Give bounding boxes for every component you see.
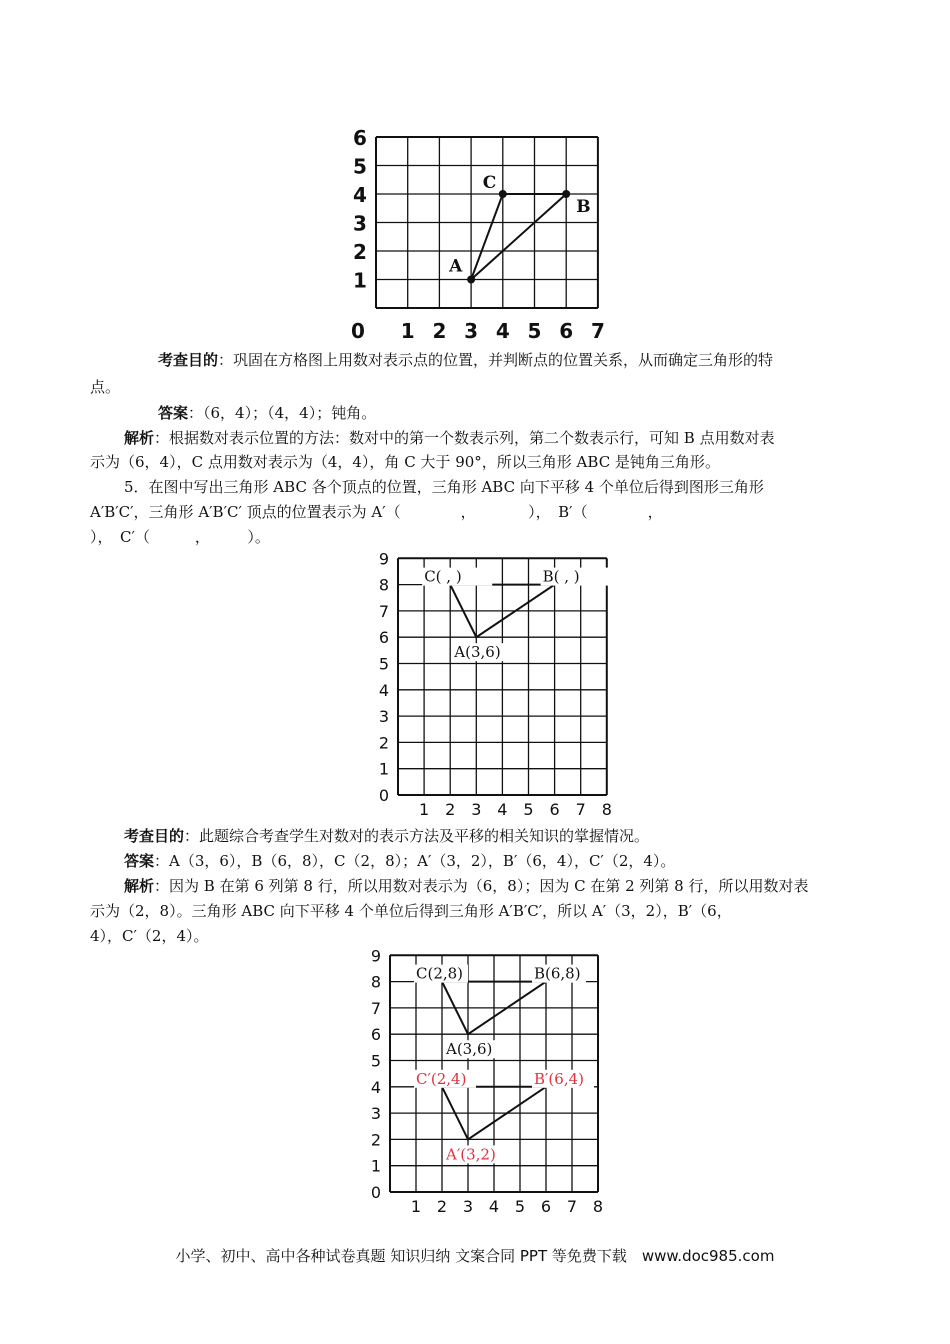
x-tick-label: 8 bbox=[601, 800, 612, 819]
x-tick-label: 3 bbox=[462, 1197, 474, 1216]
y-tick-label: 1 bbox=[378, 759, 390, 779]
x-tick-label: 7 bbox=[590, 319, 605, 343]
x-tick-label: 4 bbox=[488, 1197, 500, 1216]
vertex-label: C(2,8) bbox=[416, 964, 464, 983]
y-tick-label: 8 bbox=[378, 575, 390, 595]
answer-2: 答案：A（3，6），B（6，8），C（2，8）；A′（3，2），B′（6，4），C′（2，4）。 bbox=[124, 852, 676, 870]
vertex-label: A bbox=[449, 256, 463, 277]
x-tick-label: 8 bbox=[592, 1197, 604, 1216]
y-tick-label: 9 bbox=[370, 946, 382, 966]
y-tick-label: 1 bbox=[353, 268, 367, 293]
explanation-1-cont: 示为（6，4），C 点用数对表示为（4，4），角 C 大于 90°，所以三角形 ABC 是钝角三角形。 bbox=[90, 453, 720, 471]
y-tick-label: 2 bbox=[378, 733, 390, 753]
x-tick-label: 5 bbox=[523, 800, 534, 819]
vertex-label: C( , ) bbox=[424, 567, 462, 586]
y-tick-label: 7 bbox=[378, 601, 390, 621]
y-tick-label: 7 bbox=[370, 998, 382, 1018]
x-tick-label: 1 bbox=[400, 319, 415, 343]
y-tick-label: 1 bbox=[370, 1156, 382, 1176]
purpose-2: 考查目的：此题综合考查学生对数对的表示方法及平移的相关知识的掌握情况。 bbox=[124, 827, 650, 845]
y-tick-label: 4 bbox=[353, 183, 367, 207]
footer: 小学、初中、高中各种试卷真题 知识归纳 文案合同 PPT 等免费下载 www.doc985.com bbox=[175, 1247, 775, 1265]
vertex-label: A(3,6) bbox=[446, 1040, 493, 1059]
question-5: 5．在图中写出三角形 ABC 各个顶点的位置，三角形 ABC 向下平移 4 个单位后得到图形三角形 bbox=[124, 478, 764, 496]
x-tick-label: 7 bbox=[575, 800, 586, 819]
x-tick-label: 6 bbox=[540, 1197, 552, 1216]
x-tick-label: 3 bbox=[471, 800, 482, 819]
y-tick-label: 0 bbox=[378, 786, 390, 805]
x-tick-label: 4 bbox=[495, 319, 510, 343]
vertex-label: B bbox=[576, 197, 591, 217]
question-5-cont2: ）， C′（ ， ）。 bbox=[90, 528, 270, 546]
vertex-label: B′(6,4) bbox=[534, 1069, 584, 1088]
x-tick-label: 0 bbox=[351, 319, 365, 343]
y-tick-label: 5 bbox=[353, 154, 367, 179]
y-tick-label: 9 bbox=[378, 549, 390, 569]
vertex-label: B(6,8) bbox=[534, 964, 581, 983]
y-tick-label: 3 bbox=[370, 1104, 382, 1124]
y-tick-label: 4 bbox=[370, 1077, 382, 1097]
vertex-label: C bbox=[482, 173, 497, 193]
x-tick-label: 3 bbox=[464, 319, 479, 343]
y-tick-label: 4 bbox=[378, 680, 390, 700]
y-tick-label: 6 bbox=[378, 628, 390, 648]
vertex-label: C′(2,4) bbox=[416, 1069, 467, 1088]
y-tick-label: 5 bbox=[370, 1051, 382, 1071]
x-tick-label: 5 bbox=[527, 319, 542, 343]
x-tick-label: 5 bbox=[514, 1197, 526, 1216]
x-tick-label: 1 bbox=[419, 800, 430, 819]
y-tick-label: 2 bbox=[370, 1130, 382, 1150]
y-tick-label: 3 bbox=[378, 707, 390, 727]
y-tick-label: 6 bbox=[370, 1025, 382, 1045]
explanation-2-cont: 示为（2，8）。三角形 ABC 向下平移 4 个单位后得到三角形 A′B′C′，所以 A′（3，2），B′（6， bbox=[90, 902, 732, 920]
y-tick-label: 5 bbox=[378, 654, 390, 674]
x-tick-label: 2 bbox=[432, 319, 447, 343]
vertex-label: B( , ) bbox=[542, 567, 580, 586]
y-tick-label: 2 bbox=[353, 240, 367, 264]
y-tick-label: 6 bbox=[353, 126, 367, 150]
vertex-label: A(3,6) bbox=[454, 643, 501, 662]
explanation-1: 解析：根据数对表示位置的方法：数对中的第一个数表示列，第二个数表示行，可知 B 点用数对表 bbox=[124, 429, 775, 447]
x-tick-label: 4 bbox=[497, 800, 508, 819]
y-tick-label: 0 bbox=[370, 1183, 382, 1202]
x-tick-label: 2 bbox=[436, 1197, 448, 1216]
y-tick-label: 8 bbox=[370, 972, 382, 992]
y-tick-label: 3 bbox=[353, 211, 367, 236]
answer-1: 答案：（6，4）；（4，4）；钝角。 bbox=[158, 404, 377, 422]
x-tick-label: 6 bbox=[559, 319, 574, 343]
explanation-2-cont2: 4），C′（2，4）。 bbox=[90, 927, 209, 945]
x-tick-label: 1 bbox=[410, 1197, 422, 1216]
x-tick-label: 2 bbox=[445, 800, 456, 819]
question-5-cont: A′B′C′，三角形 A′B′C′ 顶点的位置表示为 A′（ ， ）， B′（ ， bbox=[90, 503, 663, 521]
purpose-1-cont: 点。 bbox=[90, 378, 121, 396]
x-tick-label: 6 bbox=[549, 800, 560, 819]
explanation-2: 解析：因为 B 在第 6 列第 8 行，所以用数对表示为（6，8）；因为 C 在第 2 列第 8 行，所以用数对表 bbox=[124, 877, 809, 895]
x-tick-label: 7 bbox=[566, 1197, 578, 1216]
vertex-label: A′(3,2) bbox=[446, 1145, 496, 1164]
purpose-1: 考查目的：巩固在方格图上用数对表示点的位置，并判断点的位置关系，从而确定三角形的特 bbox=[158, 351, 774, 369]
